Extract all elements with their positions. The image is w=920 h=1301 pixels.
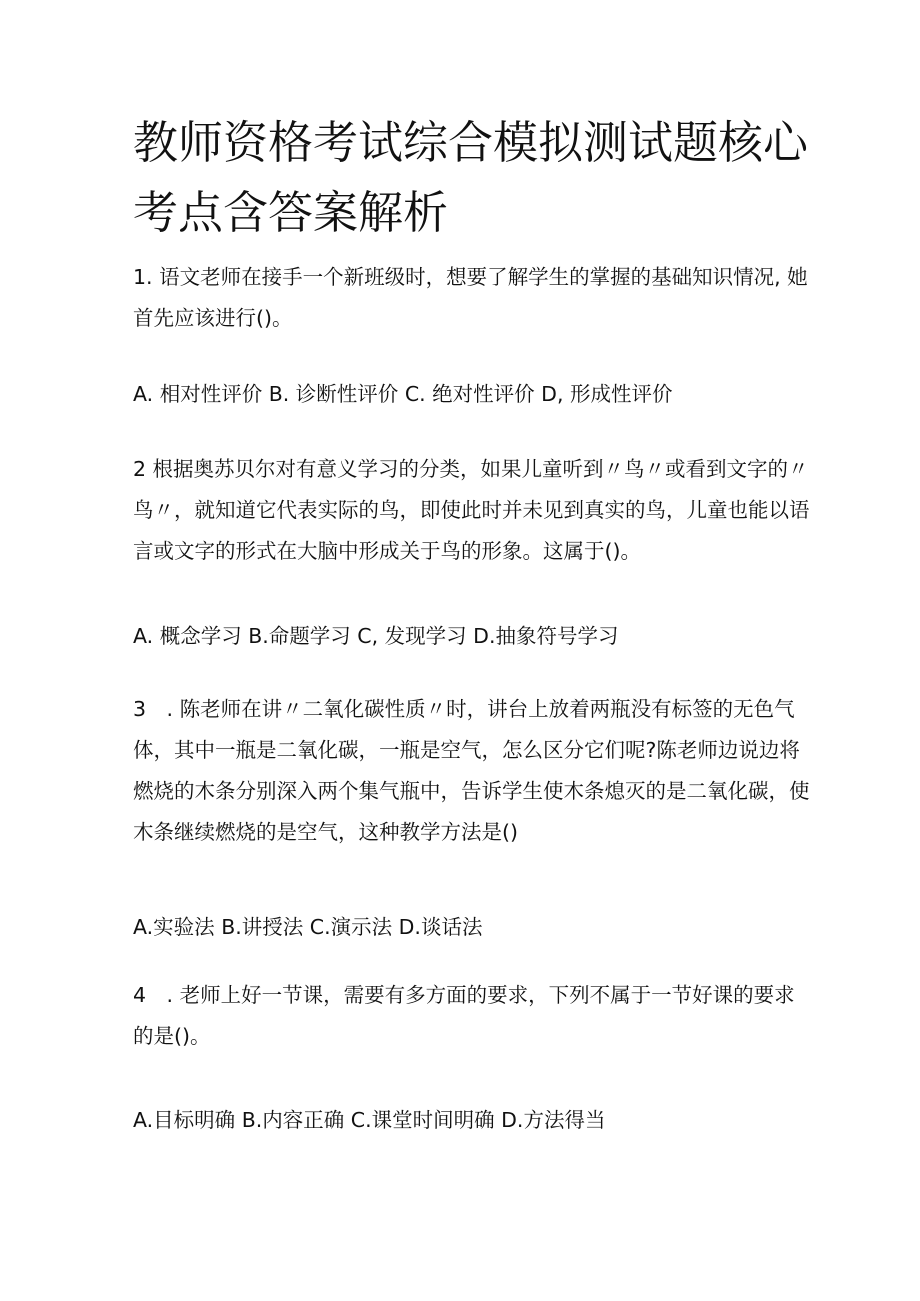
question-1-options: A. 相对性评价 B. 诊断性评价 C. 绝对性评价 D, 形成性评价 — [133, 382, 673, 406]
question-3-options: A.实验法 B.讲授法 C.演示法 D.谈话法 — [133, 915, 483, 939]
question-4-stem: 4 . 老师上好一节课，需要有多方面的要求，下列不属于一节好课的要求的是()。 — [133, 983, 795, 1048]
question-2-stem: 2 根据奥苏贝尔对有意义学习的分类，如果儿童听到〃鸟〃或看到文字的〃鸟〃，就知道它代表实际的鸟，即使此时并未见到真实的鸟，儿童也能以语言或文字的形式在大脑中形成关于鸟的形象。这属于()。 — [133, 457, 810, 563]
question-1-stem: 1. 语文老师在接手一个新班级时，想要了解学生的掌握的基础知识情况, 她首先应该进行()。 — [133, 265, 808, 330]
question-3-stem: 3 . 陈老师在讲〃二氧化碳性质〃时，讲台上放着两瓶没有标签的无色气体，其中一瓶是二氧化碳，一瓶是空气，怎么区分它们呢?陈老师边说边将燃烧的木条分别深入两个集气瓶中，告诉学生使木条熄灭的是二氧化碳，使木条继续燃烧的是空气，这种教学方法是() — [133, 697, 810, 844]
question-2-options: A. 概念学习 B.命题学习 C, 发现学习 D.抽象符号学习 — [133, 624, 619, 648]
document-title: 教师资格考试综合模拟测试题核心考点含答案解析 — [133, 116, 809, 239]
question-4-options: A.目标明确 B.内容正确 C.课堂时间明确 D.方法得当 — [133, 1108, 606, 1132]
